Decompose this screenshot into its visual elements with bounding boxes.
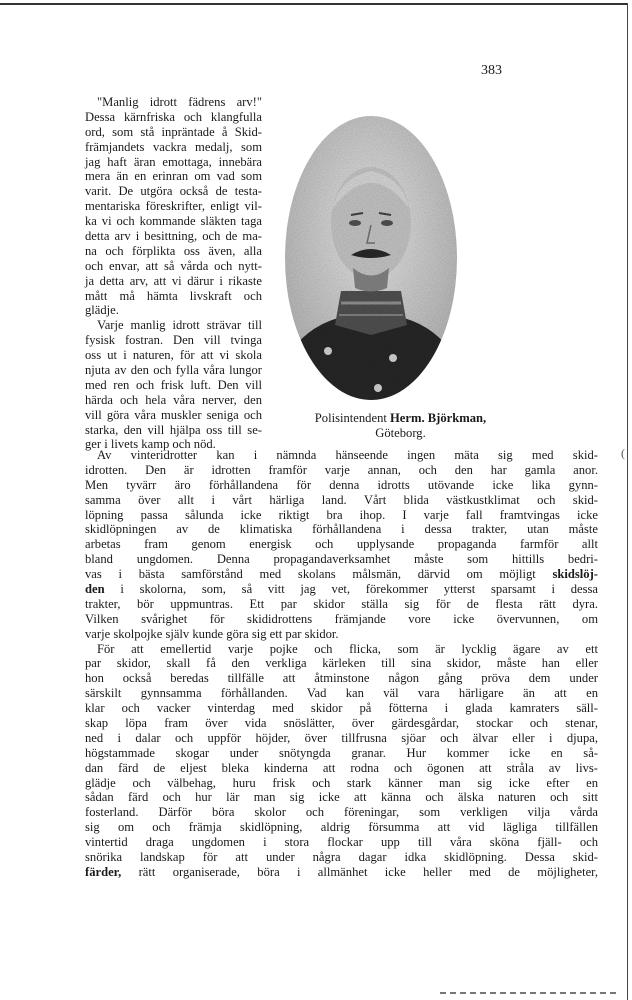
bold-text: den <box>85 582 105 597</box>
text-segment: dan färd de eljest bleka kinderna att rodna och ögonen att stråla av livs- <box>85 760 598 775</box>
text-line <box>85 686 598 701</box>
text-line <box>85 701 598 716</box>
text-segment: arbetas fram genom energisk och upplysande propaganda farmför allt <box>85 537 598 552</box>
text-line <box>85 716 598 731</box>
text-line <box>85 865 598 880</box>
text-segment: vintertid draga ungdomen i stora flockar upp till våra sköna fjäll- och <box>85 835 598 850</box>
text-line <box>85 333 262 348</box>
text-segment: löpning passa sålunda icke riktigt bra ihop. I varje fall framtvingas icke <box>85 507 598 522</box>
text-segment: par skidor, skall få den verkliga kärleken till sina skidor, måste han eller <box>85 656 598 671</box>
text-line <box>85 259 262 274</box>
text-line <box>85 478 598 493</box>
caption-city: Göteborg. <box>375 426 426 440</box>
text-segment: främjandets vackra medalj, som <box>85 139 262 154</box>
text-line <box>85 110 262 125</box>
text-line <box>85 612 598 627</box>
text-line <box>85 95 262 110</box>
text-segment: samma över allt i vårt härliga land. Vårt blida västkustklimat och skid- <box>85 492 598 507</box>
text-segment: trakter, bör uppmuntras. Ett par skidor ställa sig för de flesta rätt dyra. <box>85 596 598 611</box>
text-segment: skidlöpningen av de klimatiska förhållandena i dessa trakter, utan måste <box>85 522 598 537</box>
text-line <box>85 348 262 363</box>
text-segment: ka vi och kommande släkten taga <box>85 214 262 229</box>
text-segment: jag haft äran emottaga, innebära <box>85 154 262 169</box>
bold-text: skidslöj- <box>552 567 598 582</box>
body-text <box>85 448 598 880</box>
text-segment: Varje manlig idrott strävar till <box>97 318 262 333</box>
text-line <box>85 642 598 657</box>
text-segment: och envar, att så vårda och nytt- <box>85 258 262 273</box>
text-line <box>85 318 262 333</box>
text-segment: vill göra våra muskler seniga och <box>85 407 262 422</box>
text-line <box>85 125 262 140</box>
text-line <box>85 463 598 478</box>
text-line <box>85 537 598 552</box>
text-segment: mått må hämta livskraft och <box>85 288 262 303</box>
text-segment: sig om och främja skidlöpning, aldrig försumma att vid lägliga tillfällen <box>85 820 598 835</box>
text-segment: klar och vacker vinterdag med skidor på fötterna i glada kamraters säll- <box>85 701 598 716</box>
text-segment: För att emellertid varje pojke och flicka, som är lycklig ägare av ett <box>97 641 598 656</box>
text-segment: skap löpa fram över vida snöslätter, över gärdesgårdar, stockar och stenar, <box>85 716 598 731</box>
margin-mark: ( <box>621 446 625 460</box>
text-line <box>85 820 598 835</box>
text-line <box>85 214 262 229</box>
text-line <box>85 493 598 508</box>
caption-name: Herm. Björkman, <box>390 411 487 425</box>
text-line <box>85 244 262 259</box>
text-segment: glädje. <box>85 303 119 318</box>
text-line <box>85 552 598 567</box>
text-line <box>85 229 262 244</box>
text-line <box>85 393 262 408</box>
text-segment: härda och hela våra nerver, den <box>85 392 262 407</box>
text-segment: hon också beredas tillfälle att åtminstone någon gång pröva dem under <box>85 671 598 686</box>
left-column-text <box>85 95 262 452</box>
bold-text: färder, <box>85 864 122 879</box>
text-line <box>85 155 262 170</box>
page-right-edge <box>627 3 628 1000</box>
text-segment: njuta av den och fylla våra lungor <box>85 363 262 378</box>
text-line <box>85 448 598 463</box>
text-line <box>85 567 598 582</box>
text-segment: Vilken svårighet för skididrottens främjande vore icke övervunnen, om <box>85 611 598 626</box>
page-top-edge <box>0 3 628 5</box>
text-segment: ned i dalar och uppför höjder, över tillfrusna sjöar och älvar eller i djupa, <box>85 730 598 745</box>
text-line <box>85 169 262 184</box>
page-number: 383 <box>481 63 502 78</box>
text-line <box>85 303 262 318</box>
text-segment: Men tyvärr äro förhållandena för denna idrotts utövande icke lika gynn- <box>85 477 598 492</box>
text-line <box>85 508 598 523</box>
text-segment: mentariska föreskrifter, enligt vil- <box>85 199 262 214</box>
text-segment: bland ungdomen. Denna propagandaverksamhet måste som hittills bedri- <box>85 552 598 567</box>
text-line <box>85 289 262 304</box>
text-segment: i skolorna, som, så vitt jag vet, förekommer ytterst sparsamt i dessa <box>104 582 598 597</box>
text-segment: sådan färd och hur lär man sig icke att känna och älska naturen och sitt <box>85 790 598 805</box>
text-line <box>85 835 598 850</box>
portrait-photo <box>283 113 459 403</box>
text-segment: Dessa kärnfriska och klangfulla <box>85 109 262 124</box>
portrait-caption <box>283 411 518 441</box>
text-line <box>85 522 598 537</box>
text-segment: detta arv i besittning, och de ma- <box>85 229 262 244</box>
text-line <box>85 805 598 820</box>
text-segment: varit. De utgöra också de testa- <box>85 184 262 199</box>
caption-title: Polisintendent <box>314 411 391 425</box>
text-line <box>85 199 262 214</box>
text-line <box>85 761 598 776</box>
text-line <box>85 790 598 805</box>
text-line <box>85 776 598 791</box>
text-segment: högstammade skogar under snötyngda granar. Hur kommer icke en så- <box>85 745 598 760</box>
text-line <box>85 582 598 597</box>
text-segment: särskilt gynnsamma förhållanden. Vad kan väl vara härligare än att en <box>85 686 598 701</box>
text-segment: oss ut i naturen, för att vi skola <box>85 348 262 363</box>
text-segment: fosterland. Därför böra skolor och föreningar, som verkligen vilja vårda <box>85 805 598 820</box>
text-line <box>85 656 598 671</box>
text-segment: na och förplikta oss även, alla <box>85 243 262 258</box>
text-line <box>85 627 598 642</box>
text-line <box>85 378 262 393</box>
text-segment: "Manlig idrott fädrens arv!" <box>97 95 262 109</box>
text-line <box>85 184 262 199</box>
text-segment: starka, den vill hjälpa oss till se- <box>85 422 262 437</box>
text-line <box>85 140 262 155</box>
text-segment: vas i bästa samförstånd med skolans målsmän, därvid om möjligt <box>85 567 553 582</box>
text-segment: ja detta arv, att vi därur i rikaste <box>85 273 262 288</box>
text-segment: fysisk fostran. Den vill tvinga <box>85 333 262 348</box>
text-line <box>85 850 598 865</box>
text-line <box>85 423 262 438</box>
text-segment: med ren och frisk luft. Den vill <box>85 377 262 392</box>
text-line <box>85 597 598 612</box>
text-segment: glädje och välbehag, huru frisk och stark känner man sig icke efter en <box>85 775 598 790</box>
text-line <box>85 363 262 378</box>
text-line <box>85 671 598 686</box>
text-line <box>85 731 598 746</box>
text-segment: varje skolpojke själv kunde göra sig ett par skidor. <box>85 626 339 641</box>
text-segment: idrotten. Den är idrotten framför varje annan, och den har gamla anor. <box>85 462 598 477</box>
text-segment: snörika landskap för att under några dagar idka skidlöpning. Dessa skid- <box>85 850 598 865</box>
text-line <box>85 746 598 761</box>
text-line <box>85 408 262 423</box>
scan-artifact <box>440 992 620 994</box>
text-segment: mera än en erinran om vad som <box>85 169 262 184</box>
text-line <box>85 274 262 289</box>
text-segment: ger i livets kamp och nöd. <box>85 437 216 452</box>
text-segment: ord, som stå inpräntade å Skid- <box>85 124 262 139</box>
text-segment: rätt organiserade, böra i allmänhet icke heller med de möjligheter, <box>121 864 598 879</box>
text-segment: Av vinteridrotter kan i nämnda hänseende ingen mäta sig med skid- <box>97 448 598 462</box>
